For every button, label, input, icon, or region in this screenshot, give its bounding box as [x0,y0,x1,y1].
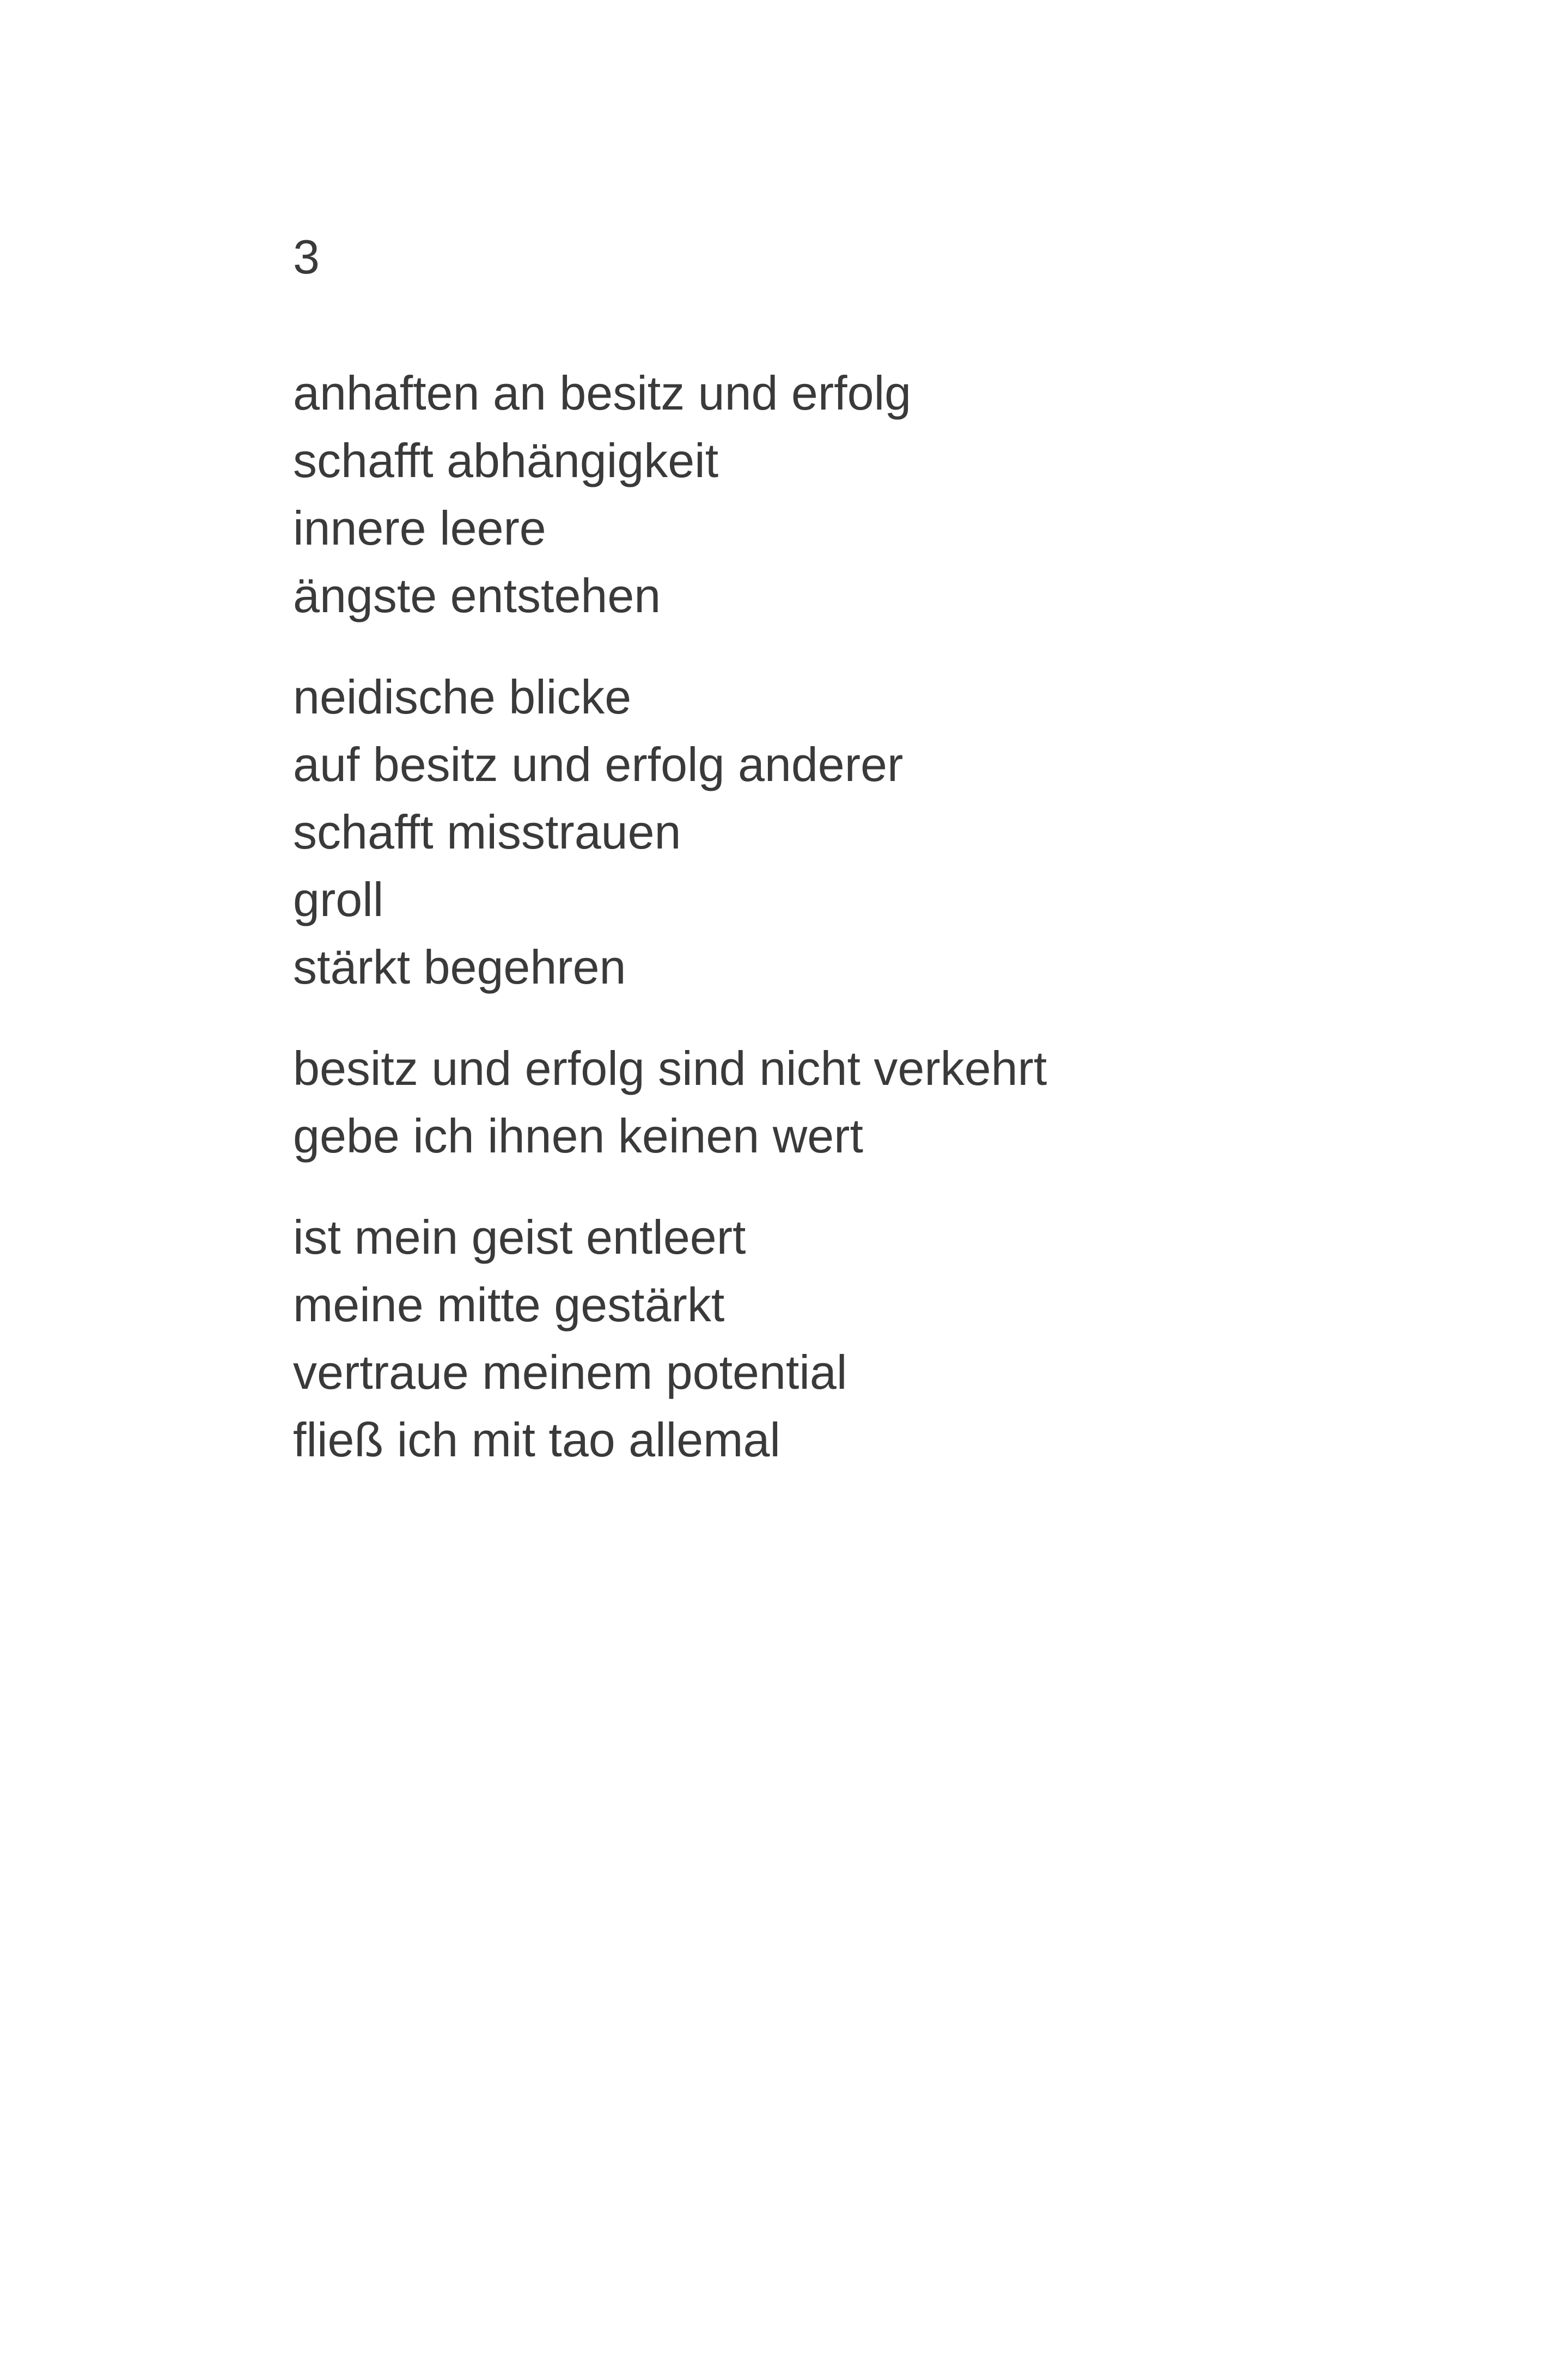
stanza-4 [293,1204,1382,1474]
poem-line: innere leere [293,501,546,555]
poem-line: stärkt begehren [293,940,626,994]
poem [293,223,1382,1508]
poem-line: anhaften an besitz und erfolg [293,366,912,420]
poem-line: gebe ich ihnen keinen wert [293,1109,863,1163]
poem-line: meine mitte gestärkt [293,1278,725,1332]
poem-line: schafft misstrauen [293,805,681,859]
poem-line: ängste entstehen [293,569,661,623]
poem-line: fließ ich mit tao allemal [293,1413,780,1467]
stanza-3 [293,1035,1382,1170]
poem-number: 3 [293,230,320,284]
poem-line: schafft abhängigkeit [293,434,719,487]
poem-line: auf besitz und erfolg anderer [293,737,904,791]
poem-line: besitz und erfolg sind nicht verkehrt [293,1041,1047,1095]
stanza-2 [293,663,1382,1001]
poem-line: ist mein geist entleert [293,1210,746,1264]
poem-line: groll [293,872,384,926]
poem-line: neidische blicke [293,670,632,724]
stanza-1 [293,359,1382,630]
poem-line: vertraue meinem potential [293,1345,847,1399]
